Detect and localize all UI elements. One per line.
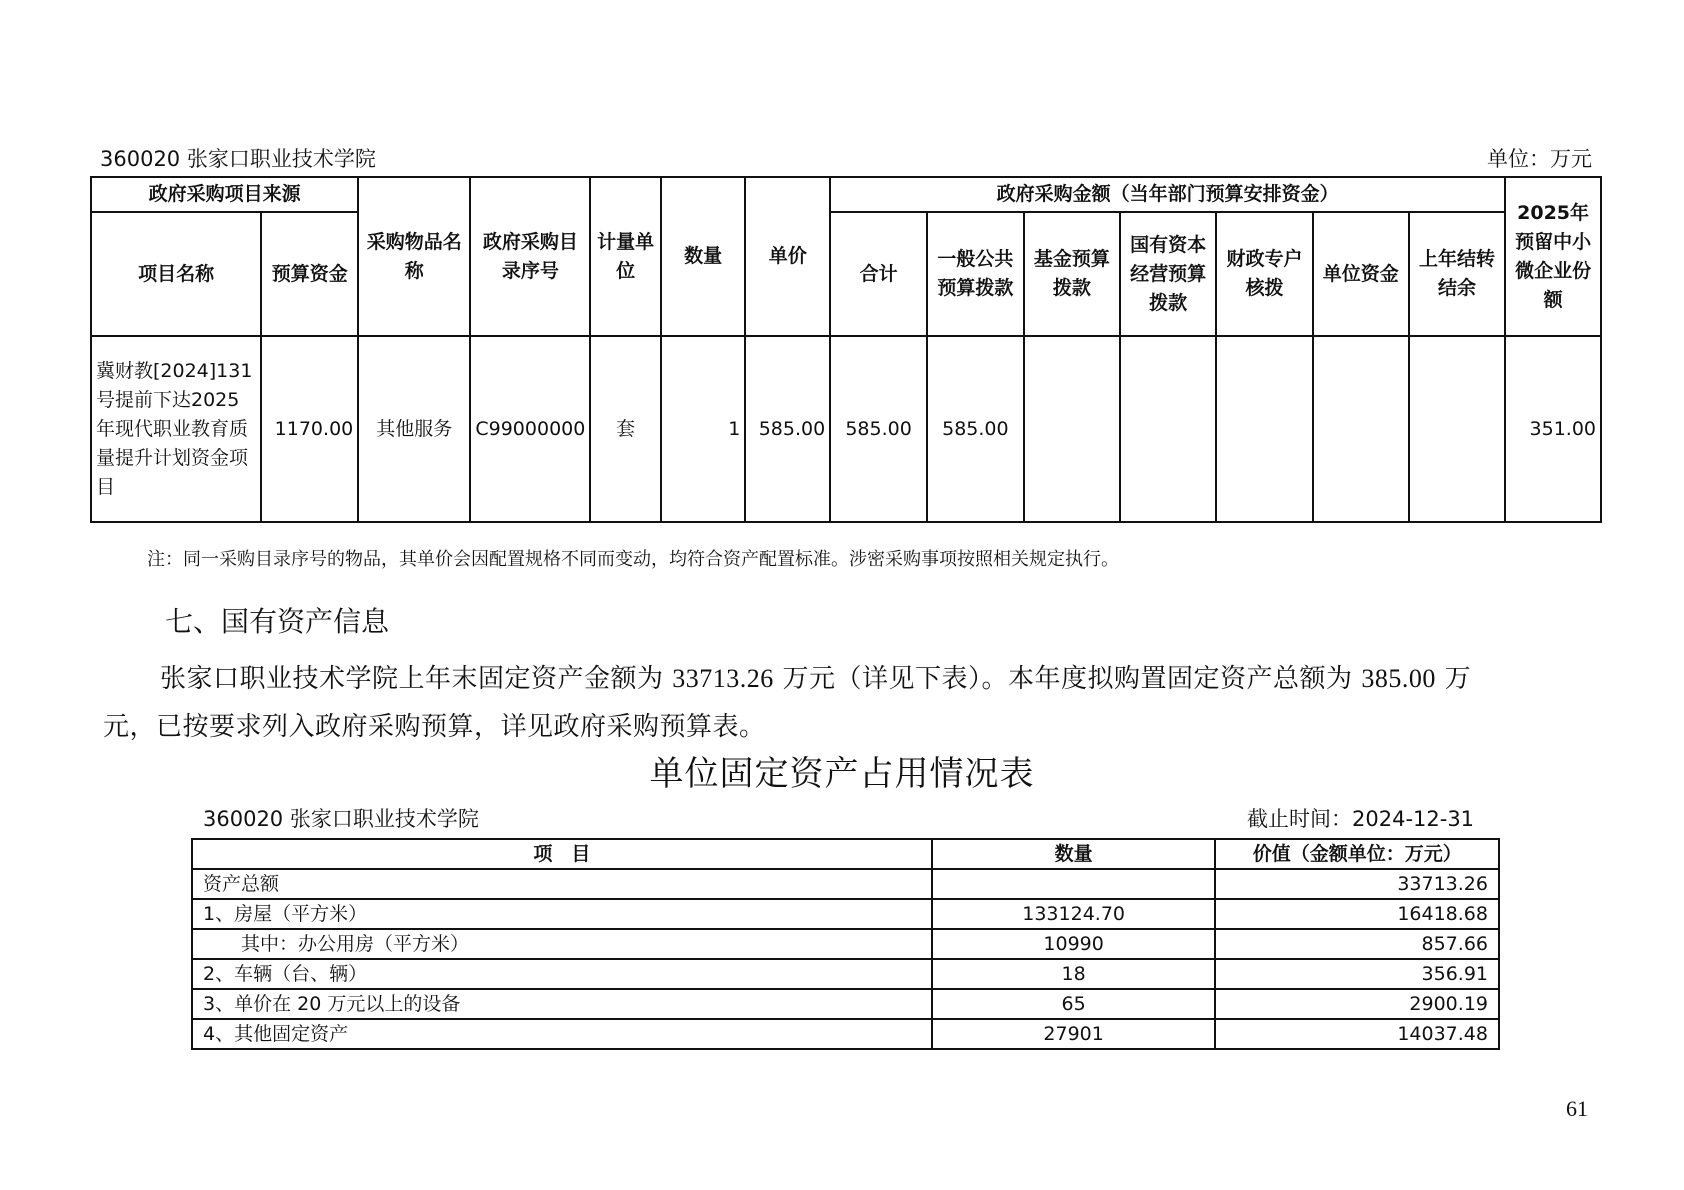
qty-cell: 1 (661, 336, 745, 522)
price-header: 单价 (745, 177, 830, 336)
asset-qty-cell: 18 (932, 959, 1216, 989)
goods-cell: 其他服务 (358, 336, 470, 522)
general-cell: 585.00 (927, 336, 1024, 522)
assets-org-label: 360020 张家口职业技术学院 (203, 807, 479, 831)
para-text-a: 张家口职业技术学院上年末固定资产金额为 (160, 664, 664, 694)
asset-item-cell: 其中：办公用房（平方米） (192, 929, 932, 959)
goods-header: 采购物品名称 (358, 177, 470, 336)
qty-header: 数量 (661, 177, 745, 336)
special-cell (1216, 336, 1312, 522)
asset-item-cell: 3、单价在 20 万元以上的设备 (192, 989, 932, 1019)
para-amount-last-year: 33713.26 (672, 664, 774, 693)
asset-qty-cell (932, 869, 1216, 899)
own-cell (1313, 336, 1409, 522)
asset-value-cell: 356.91 (1215, 959, 1499, 989)
fund-header: 基金预算拨款 (1024, 212, 1120, 336)
sme-header: 2025年预留中小微企业份额 (1505, 177, 1601, 336)
section-paragraph-line1 (160, 658, 1471, 695)
fund-cell (1024, 336, 1120, 522)
para-text-c: 万元（详见下表）。本年度拟购置固定资产总额为 (782, 664, 1353, 694)
assets-date-label: 截止时间：2024-12-31 (1247, 807, 1475, 831)
assets-value-header: 价值（金额单位：万元） (1215, 839, 1499, 869)
procurement-note: 注：同一采购目录序号的物品，其单价会因配置规格不同而变动，均符合资产配置标准。涉密采购事项按照相关规定执行。 (147, 549, 1119, 570)
asset-value-cell: 33713.26 (1215, 869, 1499, 899)
asset-value-cell: 16418.68 (1215, 899, 1499, 929)
table-row (192, 869, 1499, 899)
page-number: 61 (1566, 1096, 1588, 1121)
special-header: 财政专户核拨 (1216, 212, 1312, 336)
group-source-header: 政府采购项目来源 (91, 177, 358, 212)
asset-value-cell: 857.66 (1215, 929, 1499, 959)
para-text-e: 万 (1444, 664, 1472, 694)
para-amount-planned: 385.00 (1361, 664, 1436, 693)
own-header: 单位资金 (1313, 212, 1409, 336)
item-name-header: 项目名称 (91, 212, 261, 336)
state-header: 国有资本经营预算拨款 (1120, 212, 1216, 336)
asset-qty-cell: 133124.70 (932, 899, 1216, 929)
asset-item-cell: 2、车辆（台、辆） (192, 959, 932, 989)
proc-unit-label: 单位：万元 (1487, 147, 1592, 171)
procurement-table (90, 176, 1602, 523)
section-title: 七、国有资产信息 (165, 605, 390, 638)
general-header: 一般公共预算拨款 (927, 212, 1024, 336)
state-cell (1120, 336, 1216, 522)
table-row (192, 989, 1499, 1019)
catalog-header: 政府采购目录序号 (470, 177, 590, 336)
table-row (192, 959, 1499, 989)
asset-item-cell: 4、其他固定资产 (192, 1019, 932, 1049)
assets-table-title: 单位固定资产占用情况表 (649, 754, 1035, 794)
group-amount-header: 政府采购金额（当年部门预算安排资金） (830, 177, 1505, 212)
unit-header: 计量单位 (590, 177, 661, 336)
asset-value-cell: 2900.19 (1215, 989, 1499, 1019)
asset-qty-cell: 65 (932, 989, 1216, 1019)
total-header: 合计 (830, 212, 927, 336)
carry-cell (1409, 336, 1505, 522)
budget-cell: 1170.00 (261, 336, 358, 522)
asset-qty-cell: 10990 (932, 929, 1216, 959)
table-row (192, 929, 1499, 959)
asset-qty-cell: 27901 (932, 1019, 1216, 1049)
catalog-cell: C99000000 (470, 336, 590, 522)
section-paragraph-line2: 元，已按要求列入政府采购预算，详见政府采购预算表。 (103, 712, 766, 742)
budget-header: 预算资金 (261, 212, 358, 336)
carry-header: 上年结转结余 (1409, 212, 1505, 336)
price-cell: 585.00 (745, 336, 830, 522)
assets-qty-header: 数量 (932, 839, 1216, 869)
table-row (192, 1019, 1499, 1049)
asset-item-cell: 资产总额 (192, 869, 932, 899)
proc-org-label: 360020 张家口职业技术学院 (100, 147, 376, 171)
asset-value-cell: 14037.48 (1215, 1019, 1499, 1049)
table-row (91, 336, 1601, 522)
item-name-cell: 冀财教[2024]131号提前下达2025年现代职业教育质量提升计划资金项目 (91, 336, 261, 522)
unit-cell: 套 (590, 336, 661, 522)
asset-item-cell: 1、房屋（平方米） (192, 899, 932, 929)
assets-table (191, 838, 1500, 1050)
assets-item-header: 项 目 (192, 839, 932, 869)
sme-cell: 351.00 (1505, 336, 1601, 522)
table-row (192, 899, 1499, 929)
total-cell: 585.00 (830, 336, 927, 522)
